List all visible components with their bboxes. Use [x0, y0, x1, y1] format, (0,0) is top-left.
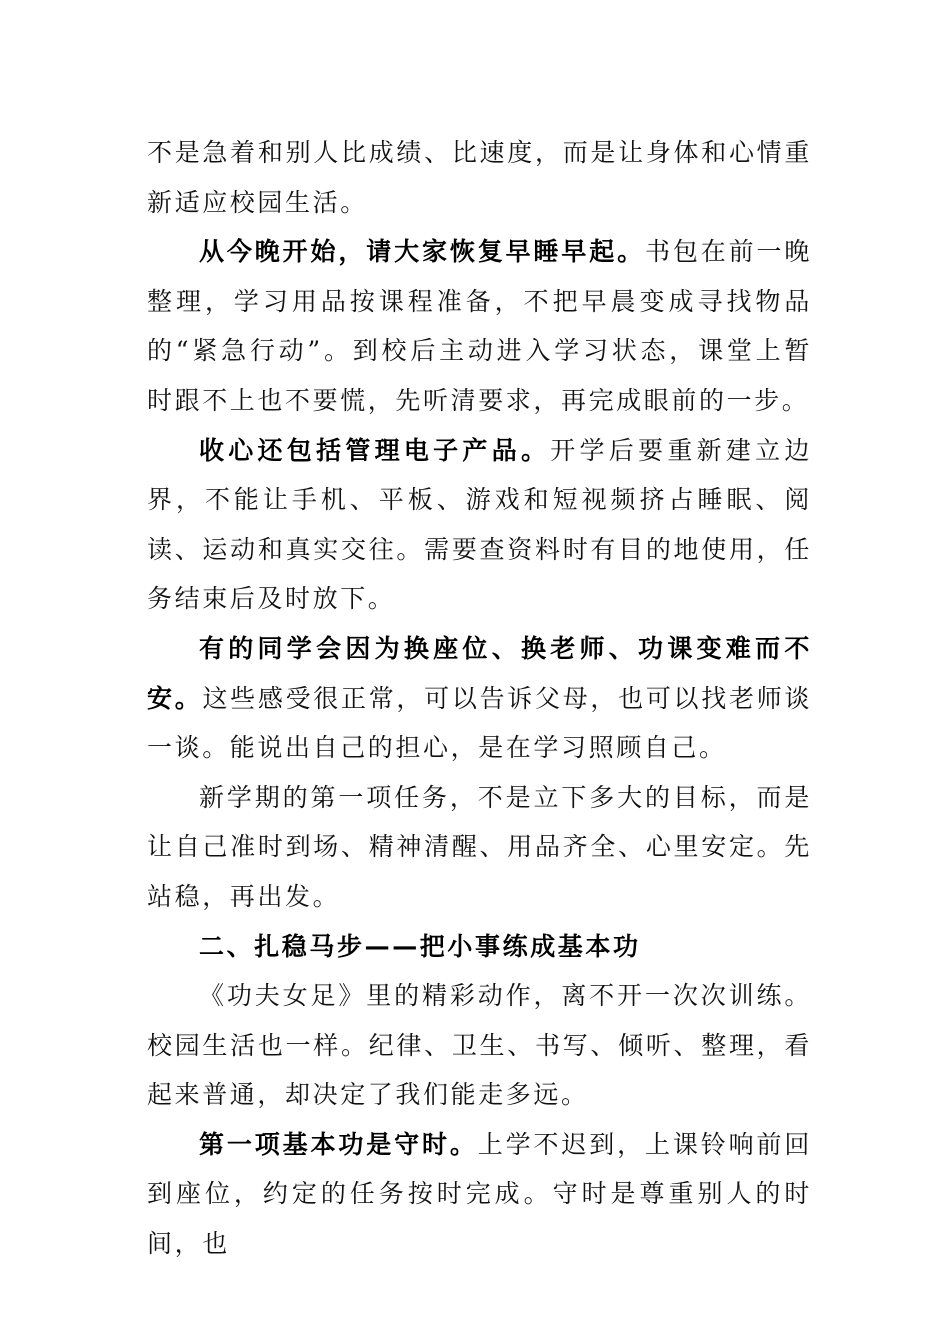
- paragraph-first-task: [147, 773, 812, 922]
- paragraph-lead: 第一项基本功是守时。: [199, 1129, 478, 1159]
- paragraph-anxiety: [147, 624, 812, 773]
- paragraph-electronics: [147, 426, 812, 624]
- paragraph-text: 不是急着和别人比成绩、比速度，而是让身体和心情重新适应校园生活。: [147, 138, 812, 217]
- paragraph-sleep-routine: [147, 227, 812, 425]
- paragraph-text: 这些感受很正常，可以告诉父母，也可以找老师谈一谈。能说出自己的担心，是在学习照顾自己。: [147, 683, 813, 763]
- paragraph-lead: 有的同学会因为换座位、换老师、功课变难而不安。: [147, 633, 812, 713]
- paragraph-kungfu: [147, 971, 812, 1120]
- paragraph-text: 开学后要重新建立边界，不能让手机、平板、游戏和短视频挤占睡眠、阅读、运动和真实交往。需要查资料时有目的地使用，任务结束后及时放下。: [147, 435, 813, 614]
- paragraph-continuation: [147, 128, 812, 227]
- paragraph-text: 上学不迟到，上课铃响前回到座位，约定的任务按时完成。守时是尊重别人的时间，也: [147, 1129, 812, 1259]
- paragraph-lead: 从今晚开始，请大家恢复早睡早起。: [199, 237, 646, 267]
- paragraph-lead: 收心还包括管理电子产品。: [199, 435, 551, 465]
- paragraph-text: 书包在前一晚整理，学习用品按课程准备，不把早晨变成寻找物品的“紧急行动”。到校后主动进入学习状态，课堂上暂时跟不上也不要慌，先听清要求，再完成眼前的一步。: [147, 237, 812, 415]
- paragraph-text: 新学期的第一项任务，不是立下多大的目标，而是让自己准时到场、精神清醒、用品齐全、心里安定。先站稳，再出发。: [147, 782, 812, 911]
- section-heading: 二、扎稳马步——把小事练成基本功: [199, 931, 641, 961]
- document-body: [147, 128, 812, 1269]
- paragraph-text: 《功夫女足》里的精彩动作，离不开一次次训练。校园生活也一样。纪律、卫生、书写、倾听、整理，看起来普通，却决定了我们能走多远。: [147, 981, 812, 1110]
- paragraph-punctuality: [147, 1120, 812, 1269]
